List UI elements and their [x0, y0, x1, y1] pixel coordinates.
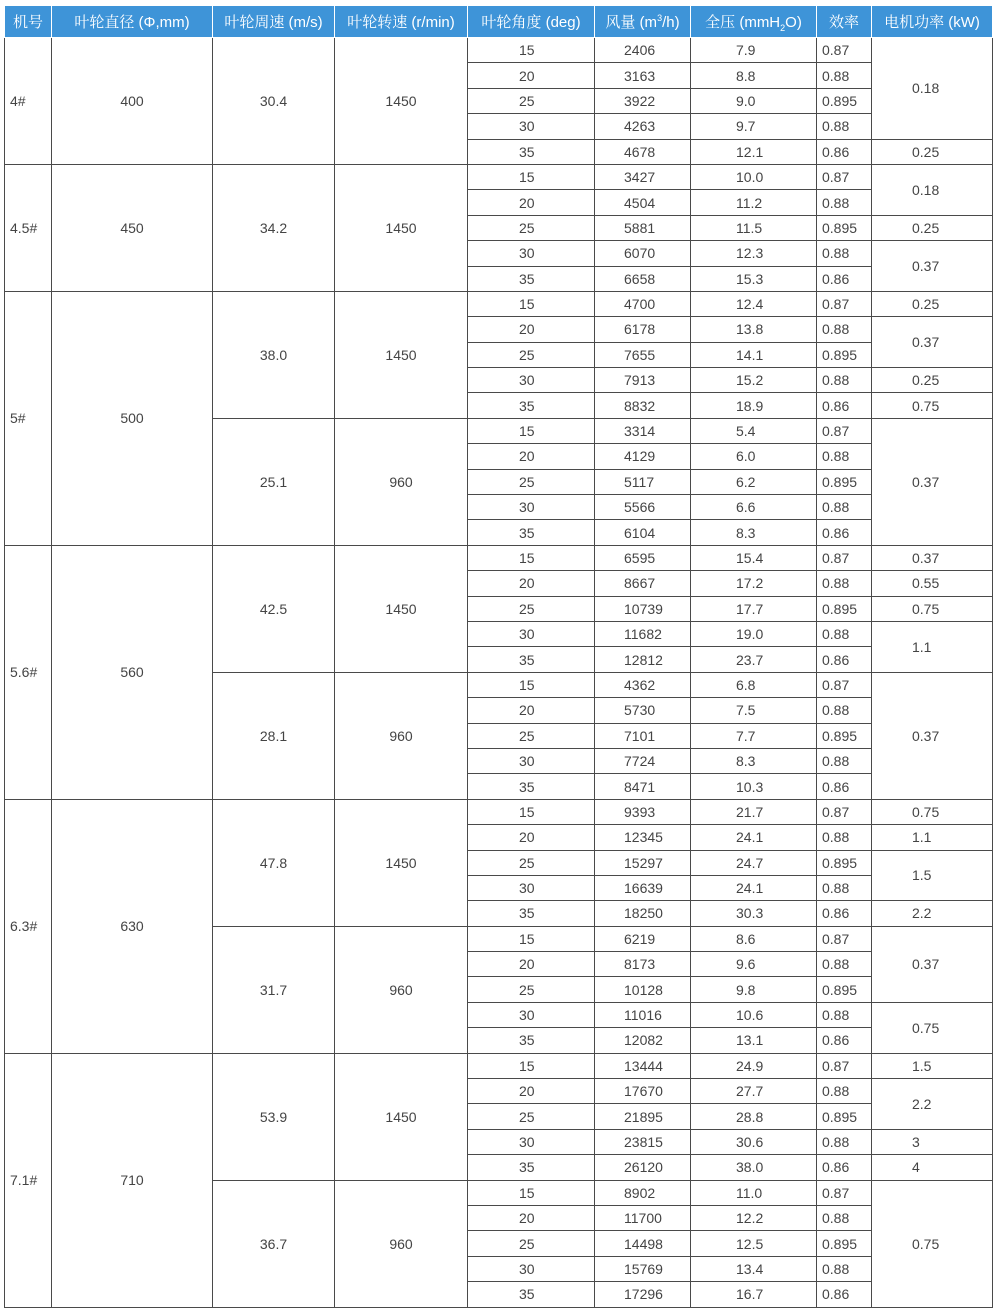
flow-cell: 5730: [595, 698, 691, 723]
angle-cell: 25: [468, 88, 595, 113]
rpm-cell: 1450: [335, 291, 468, 418]
flow-cell: 6658: [595, 266, 691, 291]
flow-cell: 6070: [595, 241, 691, 266]
efficiency-cell: 0.88: [817, 1256, 872, 1281]
pressure-cell: 24.1: [691, 875, 817, 900]
flow-cell: 4678: [595, 139, 691, 164]
flow-cell: 21895: [595, 1104, 691, 1129]
angle-cell: 35: [468, 774, 595, 799]
efficiency-cell: 0.895: [817, 977, 872, 1002]
pressure-cell: 24.9: [691, 1053, 817, 1078]
spec-table-container: [4, 5, 993, 1308]
power-cell: 1.5: [872, 850, 993, 901]
efficiency-cell: 0.87: [817, 38, 872, 63]
power-cell: 2.2: [872, 1079, 993, 1130]
flow-cell: 9393: [595, 799, 691, 824]
flow-cell: 3163: [595, 63, 691, 88]
pressure-cell: 16.7: [691, 1282, 817, 1307]
flow-cell: 3314: [595, 418, 691, 443]
power-cell: 0.25: [872, 215, 993, 240]
power-cell: 0.18: [872, 38, 993, 140]
pressure-cell: 12.1: [691, 139, 817, 164]
flow-cell: 8173: [595, 952, 691, 977]
flow-cell: 12345: [595, 825, 691, 850]
angle-cell: 25: [468, 850, 595, 875]
flow-cell: 13444: [595, 1053, 691, 1078]
rpm-cell: 960: [335, 672, 468, 799]
header-flow: [595, 6, 691, 38]
pressure-cell: 10.3: [691, 774, 817, 799]
power-cell: 0.75: [872, 1002, 993, 1053]
efficiency-cell: 0.88: [817, 114, 872, 139]
diameter-cell: 400: [52, 38, 213, 165]
efficiency-cell: 0.86: [817, 393, 872, 418]
angle-cell: 25: [468, 596, 595, 621]
efficiency-cell: 0.88: [817, 241, 872, 266]
efficiency-cell: 0.86: [817, 139, 872, 164]
power-cell: 3: [872, 1129, 993, 1154]
angle-cell: 30: [468, 241, 595, 266]
model-cell: 6.3#: [5, 799, 52, 1053]
pressure-cell: 6.2: [691, 469, 817, 494]
header-power: 电机功率 (kW): [872, 6, 993, 38]
angle-cell: 30: [468, 1002, 595, 1027]
table-row: [5, 799, 993, 824]
angle-cell: 30: [468, 495, 595, 520]
flow-cell: 18250: [595, 901, 691, 926]
tip-speed-cell: 28.1: [213, 672, 335, 799]
flow-cell: 7724: [595, 748, 691, 773]
flow-cell: 12082: [595, 1028, 691, 1053]
efficiency-cell: 0.88: [817, 495, 872, 520]
flow-cell: 5117: [595, 469, 691, 494]
angle-cell: 35: [468, 1282, 595, 1307]
tip-speed-cell: 47.8: [213, 799, 335, 926]
efficiency-cell: 0.87: [817, 1053, 872, 1078]
pressure-cell: 23.7: [691, 647, 817, 672]
angle-cell: 30: [468, 1256, 595, 1281]
flow-cell: 14498: [595, 1231, 691, 1256]
angle-cell: 25: [468, 1104, 595, 1129]
efficiency-cell: 0.87: [817, 672, 872, 697]
pressure-cell: 14.1: [691, 342, 817, 367]
power-cell: 2.2: [872, 901, 993, 926]
pressure-cell: 8.6: [691, 926, 817, 951]
power-cell: 0.37: [872, 241, 993, 292]
flow-cell: 7101: [595, 723, 691, 748]
header-rpm: 叶轮转速 (r/min): [335, 6, 468, 38]
efficiency-cell: 0.88: [817, 952, 872, 977]
pressure-cell: 13.8: [691, 317, 817, 342]
efficiency-cell: 0.88: [817, 1002, 872, 1027]
flow-cell: 7655: [595, 342, 691, 367]
flow-cell: 12812: [595, 647, 691, 672]
pressure-cell: 9.0: [691, 88, 817, 113]
angle-cell: 15: [468, 164, 595, 189]
pressure-cell: 7.7: [691, 723, 817, 748]
pressure-cell: 11.0: [691, 1180, 817, 1205]
angle-cell: 35: [468, 139, 595, 164]
pressure-cell: 6.6: [691, 495, 817, 520]
efficiency-cell: 0.86: [817, 647, 872, 672]
angle-cell: 20: [468, 63, 595, 88]
angle-cell: 30: [468, 875, 595, 900]
pressure-cell: 12.4: [691, 291, 817, 316]
tip-speed-cell: 34.2: [213, 164, 335, 291]
flow-cell: 6104: [595, 520, 691, 545]
tip-speed-cell: 42.5: [213, 545, 335, 672]
header-pressure-sub: 2: [780, 23, 786, 33]
tip-speed-cell: 53.9: [213, 1053, 335, 1180]
header-model: 机号: [5, 6, 52, 38]
angle-cell: 20: [468, 1205, 595, 1230]
angle-cell: 25: [468, 977, 595, 1002]
tip-speed-cell: 38.0: [213, 291, 335, 418]
angle-cell: 15: [468, 545, 595, 570]
power-cell: 0.37: [872, 926, 993, 1002]
efficiency-cell: 0.87: [817, 926, 872, 951]
pressure-cell: 24.7: [691, 850, 817, 875]
power-cell: 0.75: [872, 1180, 993, 1307]
header-flow-unit: /h): [662, 14, 680, 31]
header-row: [5, 6, 993, 38]
power-cell: 0.75: [872, 799, 993, 824]
rpm-cell: 1450: [335, 1053, 468, 1180]
efficiency-cell: 0.88: [817, 444, 872, 469]
angle-cell: 15: [468, 1180, 595, 1205]
efficiency-cell: 0.88: [817, 698, 872, 723]
flow-cell: 11682: [595, 621, 691, 646]
power-cell: 0.55: [872, 571, 993, 596]
pressure-cell: 19.0: [691, 621, 817, 646]
angle-cell: 20: [468, 190, 595, 215]
pressure-cell: 7.5: [691, 698, 817, 723]
pressure-cell: 8.3: [691, 748, 817, 773]
angle-cell: 20: [468, 444, 595, 469]
flow-cell: 10128: [595, 977, 691, 1002]
tip-speed-cell: 31.7: [213, 926, 335, 1053]
pressure-cell: 10.6: [691, 1002, 817, 1027]
efficiency-cell: 0.88: [817, 1079, 872, 1104]
efficiency-cell: 0.88: [817, 825, 872, 850]
efficiency-cell: 0.86: [817, 520, 872, 545]
pressure-cell: 11.2: [691, 190, 817, 215]
table-row: [5, 164, 993, 189]
angle-cell: 20: [468, 825, 595, 850]
flow-cell: 11016: [595, 1002, 691, 1027]
model-cell: 7.1#: [5, 1053, 52, 1307]
angle-cell: 20: [468, 1079, 595, 1104]
angle-cell: 35: [468, 901, 595, 926]
table-row: [5, 545, 993, 570]
efficiency-cell: 0.895: [817, 215, 872, 240]
efficiency-cell: 0.86: [817, 1028, 872, 1053]
efficiency-cell: 0.87: [817, 1180, 872, 1205]
efficiency-cell: 0.88: [817, 317, 872, 342]
header-pressure-unit: O): [785, 14, 802, 31]
pressure-cell: 30.6: [691, 1129, 817, 1154]
efficiency-cell: 0.88: [817, 621, 872, 646]
efficiency-cell: 0.88: [817, 571, 872, 596]
power-cell: 0.75: [872, 596, 993, 621]
efficiency-cell: 0.86: [817, 774, 872, 799]
flow-cell: 6219: [595, 926, 691, 951]
pressure-cell: 17.7: [691, 596, 817, 621]
power-cell: 0.37: [872, 418, 993, 545]
angle-cell: 25: [468, 1231, 595, 1256]
efficiency-cell: 0.87: [817, 545, 872, 570]
table-row: [5, 1053, 993, 1078]
efficiency-cell: 0.87: [817, 418, 872, 443]
flow-cell: 6178: [595, 317, 691, 342]
header-pressure: [691, 6, 817, 38]
angle-cell: 15: [468, 1053, 595, 1078]
angle-cell: 25: [468, 215, 595, 240]
pressure-cell: 38.0: [691, 1155, 817, 1180]
pressure-cell: 15.4: [691, 545, 817, 570]
efficiency-cell: 0.895: [817, 1104, 872, 1129]
tip-speed-cell: 36.7: [213, 1180, 335, 1307]
power-cell: 0.37: [872, 545, 993, 570]
flow-cell: 16639: [595, 875, 691, 900]
pressure-cell: 5.4: [691, 418, 817, 443]
power-cell: 1.1: [872, 621, 993, 672]
power-cell: 0.25: [872, 368, 993, 393]
pressure-cell: 24.1: [691, 825, 817, 850]
pressure-cell: 30.3: [691, 901, 817, 926]
angle-cell: 15: [468, 926, 595, 951]
tip-speed-cell: 25.1: [213, 418, 335, 545]
angle-cell: 20: [468, 698, 595, 723]
angle-cell: 15: [468, 672, 595, 697]
angle-cell: 35: [468, 1028, 595, 1053]
flow-cell: 3427: [595, 164, 691, 189]
power-cell: 4: [872, 1155, 993, 1180]
pressure-cell: 10.0: [691, 164, 817, 189]
power-cell: 0.37: [872, 672, 993, 799]
angle-cell: 30: [468, 748, 595, 773]
pressure-cell: 9.7: [691, 114, 817, 139]
pressure-cell: 21.7: [691, 799, 817, 824]
diameter-cell: 630: [52, 799, 213, 1053]
flow-cell: 23815: [595, 1129, 691, 1154]
angle-cell: 15: [468, 418, 595, 443]
flow-cell: 5881: [595, 215, 691, 240]
flow-cell: 17670: [595, 1079, 691, 1104]
angle-cell: 20: [468, 317, 595, 342]
flow-cell: 2406: [595, 38, 691, 63]
table-row: [5, 291, 993, 316]
pressure-cell: 15.2: [691, 368, 817, 393]
efficiency-cell: 0.88: [817, 1205, 872, 1230]
model-cell: 5#: [5, 291, 52, 545]
flow-cell: 6595: [595, 545, 691, 570]
efficiency-cell: 0.87: [817, 291, 872, 316]
table-row: [5, 38, 993, 63]
flow-cell: 8667: [595, 571, 691, 596]
efficiency-cell: 0.895: [817, 723, 872, 748]
pressure-cell: 6.0: [691, 444, 817, 469]
angle-cell: 35: [468, 647, 595, 672]
efficiency-cell: 0.86: [817, 266, 872, 291]
angle-cell: 30: [468, 621, 595, 646]
rpm-cell: 960: [335, 418, 468, 545]
efficiency-cell: 0.86: [817, 1282, 872, 1307]
angle-cell: 25: [468, 342, 595, 367]
pressure-cell: 7.9: [691, 38, 817, 63]
efficiency-cell: 0.88: [817, 63, 872, 88]
power-cell: 1.1: [872, 825, 993, 850]
angle-cell: 30: [468, 368, 595, 393]
power-cell: 0.25: [872, 291, 993, 316]
flow-cell: 15769: [595, 1256, 691, 1281]
power-cell: 0.37: [872, 317, 993, 368]
pressure-cell: 12.3: [691, 241, 817, 266]
pressure-cell: 9.8: [691, 977, 817, 1002]
header-flow-text: 风量 (m: [605, 14, 658, 31]
flow-cell: 17296: [595, 1282, 691, 1307]
rpm-cell: 960: [335, 1180, 468, 1307]
angle-cell: 25: [468, 723, 595, 748]
angle-cell: 35: [468, 1155, 595, 1180]
power-cell: 1.5: [872, 1053, 993, 1078]
pressure-cell: 17.2: [691, 571, 817, 596]
rpm-cell: 1450: [335, 164, 468, 291]
pressure-cell: 12.5: [691, 1231, 817, 1256]
flow-cell: 15297: [595, 850, 691, 875]
pressure-cell: 9.6: [691, 952, 817, 977]
diameter-cell: 500: [52, 291, 213, 545]
diameter-cell: 450: [52, 164, 213, 291]
model-cell: 4#: [5, 38, 52, 165]
flow-cell: 26120: [595, 1155, 691, 1180]
efficiency-cell: 0.895: [817, 88, 872, 113]
efficiency-cell: 0.88: [817, 1129, 872, 1154]
rpm-cell: 1450: [335, 38, 468, 165]
diameter-cell: 710: [52, 1053, 213, 1307]
efficiency-cell: 0.895: [817, 596, 872, 621]
model-cell: 4.5#: [5, 164, 52, 291]
angle-cell: 15: [468, 799, 595, 824]
pressure-cell: 8.8: [691, 63, 817, 88]
pressure-cell: 18.9: [691, 393, 817, 418]
header-angle: 叶轮角度 (deg): [468, 6, 595, 38]
angle-cell: 20: [468, 571, 595, 596]
efficiency-cell: 0.87: [817, 164, 872, 189]
angle-cell: 15: [468, 291, 595, 316]
efficiency-cell: 0.88: [817, 748, 872, 773]
angle-cell: 30: [468, 1129, 595, 1154]
header-pressure-text: 全压 (mmH: [705, 14, 781, 31]
rpm-cell: 1450: [335, 545, 468, 672]
pressure-cell: 8.3: [691, 520, 817, 545]
efficiency-cell: 0.895: [817, 850, 872, 875]
flow-cell: 4129: [595, 444, 691, 469]
fan-spec-table: [4, 5, 993, 1308]
rpm-cell: 1450: [335, 799, 468, 926]
efficiency-cell: 0.88: [817, 190, 872, 215]
pressure-cell: 28.8: [691, 1104, 817, 1129]
flow-cell: 4263: [595, 114, 691, 139]
angle-cell: 35: [468, 520, 595, 545]
flow-cell: 5566: [595, 495, 691, 520]
pressure-cell: 11.5: [691, 215, 817, 240]
angle-cell: 30: [468, 114, 595, 139]
efficiency-cell: 0.87: [817, 799, 872, 824]
pressure-cell: 13.4: [691, 1256, 817, 1281]
angle-cell: 15: [468, 38, 595, 63]
flow-cell: 4700: [595, 291, 691, 316]
tip-speed-cell: 30.4: [213, 38, 335, 165]
rpm-cell: 960: [335, 926, 468, 1053]
angle-cell: 20: [468, 952, 595, 977]
efficiency-cell: 0.86: [817, 1155, 872, 1180]
flow-cell: 4504: [595, 190, 691, 215]
angle-cell: 25: [468, 469, 595, 494]
pressure-cell: 15.3: [691, 266, 817, 291]
diameter-cell: 560: [52, 545, 213, 799]
angle-cell: 35: [468, 393, 595, 418]
flow-cell: 8832: [595, 393, 691, 418]
efficiency-cell: 0.88: [817, 368, 872, 393]
efficiency-cell: 0.895: [817, 342, 872, 367]
pressure-cell: 27.7: [691, 1079, 817, 1104]
header-efficiency: 效率: [817, 6, 872, 38]
flow-cell: 8471: [595, 774, 691, 799]
power-cell: 0.18: [872, 164, 993, 215]
flow-cell: 4362: [595, 672, 691, 697]
efficiency-cell: 0.895: [817, 1231, 872, 1256]
header-flow-sup: 3: [657, 13, 663, 23]
flow-cell: 3922: [595, 88, 691, 113]
efficiency-cell: 0.895: [817, 469, 872, 494]
flow-cell: 7913: [595, 368, 691, 393]
header-diameter: 叶轮直径 (Φ,mm): [52, 6, 213, 38]
pressure-cell: 6.8: [691, 672, 817, 697]
table-body: [5, 38, 993, 1308]
power-cell: 0.25: [872, 139, 993, 164]
pressure-cell: 13.1: [691, 1028, 817, 1053]
efficiency-cell: 0.86: [817, 901, 872, 926]
flow-cell: 8902: [595, 1180, 691, 1205]
pressure-cell: 12.2: [691, 1205, 817, 1230]
power-cell: 0.75: [872, 393, 993, 418]
flow-cell: 11700: [595, 1205, 691, 1230]
flow-cell: 10739: [595, 596, 691, 621]
header-tip-speed: 叶轮周速 (m/s): [213, 6, 335, 38]
angle-cell: 35: [468, 266, 595, 291]
model-cell: 5.6#: [5, 545, 52, 799]
efficiency-cell: 0.88: [817, 875, 872, 900]
